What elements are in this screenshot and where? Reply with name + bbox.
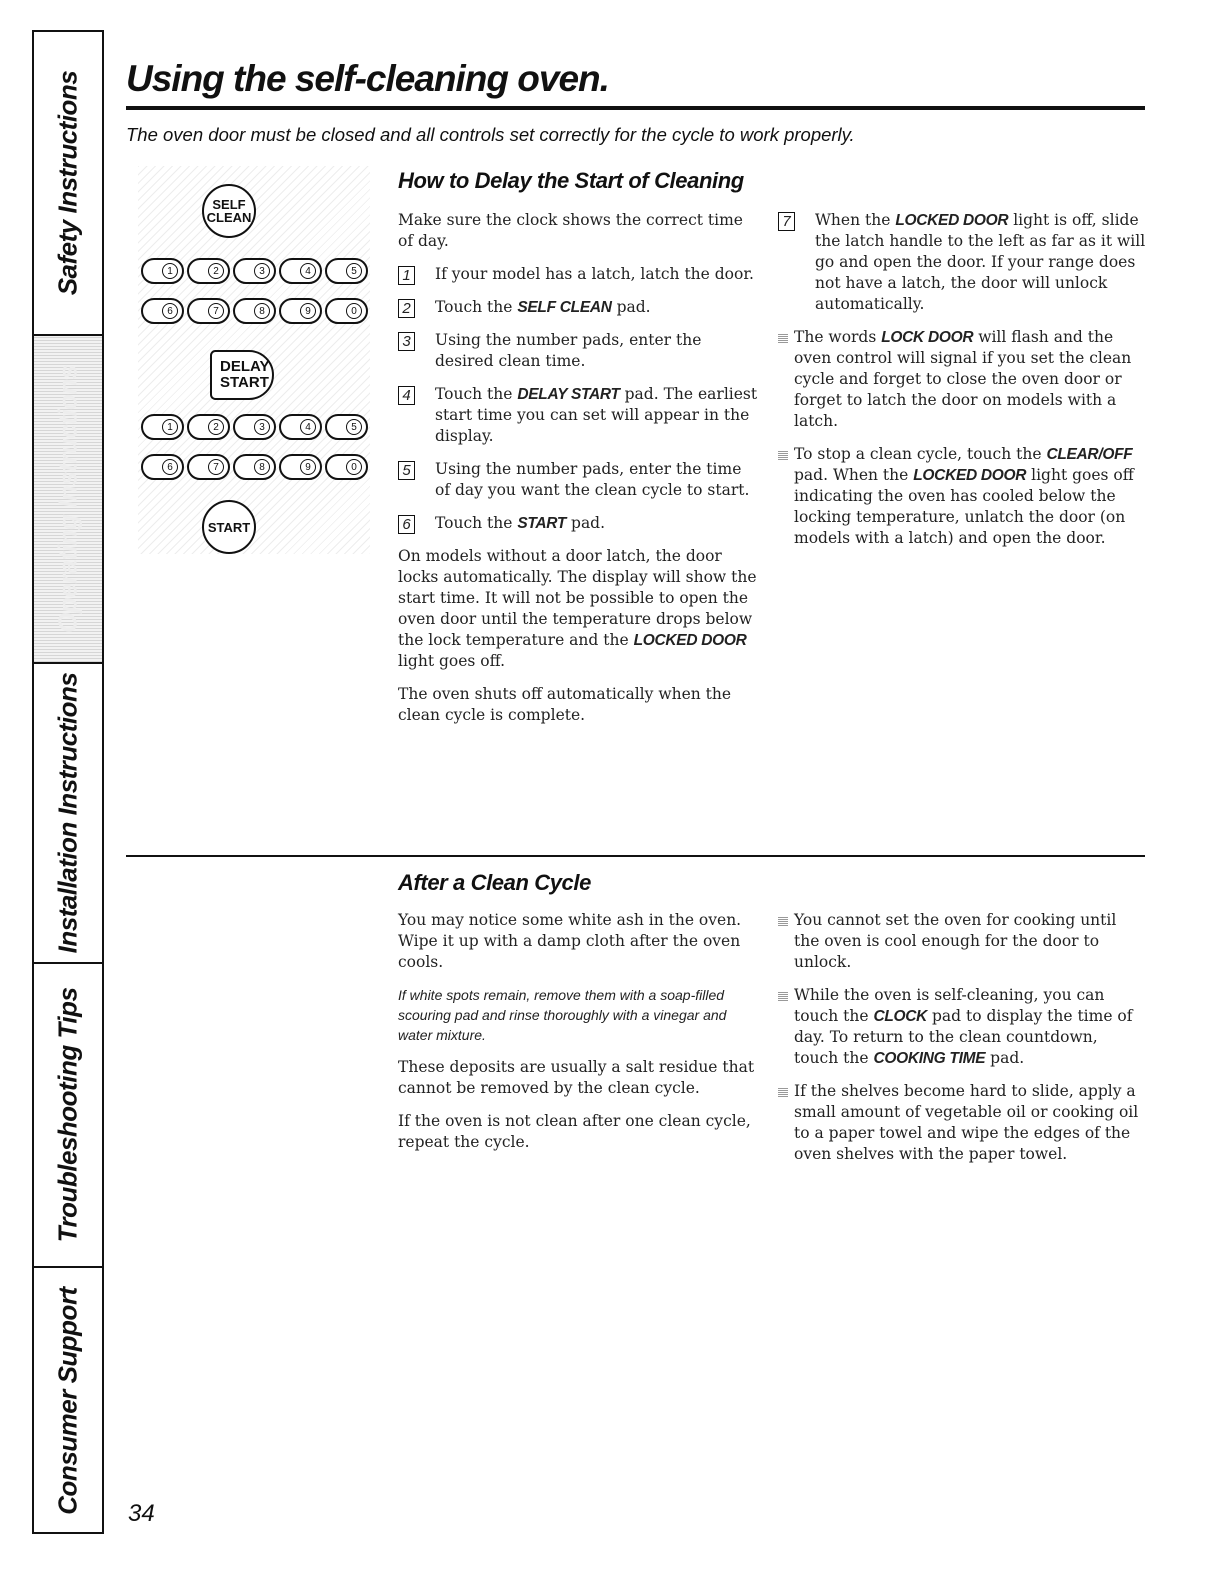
ash-paragraph: You may notice some white ash in the oven. Wipe it up with a damp cloth after the oven cools. [398, 911, 742, 971]
bullet-text: If the shelves become hard to slide, apply a small amount of vegetable oil or cooking oil to a paper towel and wipe the edges of the oven shelves with the paper towel. [794, 1082, 1139, 1163]
repeat-paragraph: If the oven is not clean after one clean cycle, repeat the cycle. [398, 1112, 751, 1151]
number-key: 8 [233, 454, 276, 480]
number-key: 6 [141, 454, 184, 480]
number-pad-row [141, 298, 371, 324]
step-number: 4 [398, 386, 415, 405]
tab-consumer-support[interactable] [34, 1268, 102, 1534]
number-key: 0 [325, 298, 368, 324]
pad-name: COOKING TIME [873, 1050, 986, 1067]
pad-name: SELF CLEAN [517, 299, 612, 316]
control-panel-illustration [138, 166, 370, 554]
title-rule [126, 106, 1145, 110]
number-key: 1 [141, 414, 184, 440]
self-clean-pad [202, 184, 256, 238]
bullet-text: To stop a clean cycle, touch the CLEAR/OFF pad. When the LOCKED DOOR light goes off indicating the oven has cooled below the locking temperature, unlatch the door (on models with a latch) and open the door. [794, 445, 1134, 547]
delay-heading: How to Delay the Start of Cleaning [398, 168, 744, 193]
step-6 [398, 513, 758, 534]
pad-label: DELAY [220, 358, 270, 375]
step-number: 1 [398, 266, 415, 285]
bullet-marker [778, 450, 788, 460]
step-number: 7 [778, 212, 795, 231]
step-4 [398, 384, 758, 447]
step-text: Touch the SELF CLEAN pad. [435, 298, 651, 316]
bullet-item [778, 910, 1146, 973]
delay-right-column [778, 210, 1146, 561]
tab-label: Troubleshooting Tips [52, 987, 83, 1243]
bullet-marker [778, 916, 788, 926]
pad-label: CLEAN [206, 210, 252, 225]
tab-safety-instructions[interactable] [34, 32, 102, 336]
number-key: 9 [279, 454, 322, 480]
indicator-name: LOCKED DOOR [913, 467, 1027, 484]
number-key: 0 [325, 454, 368, 480]
number-key: 1 [141, 258, 184, 284]
pad-label: START [207, 519, 251, 535]
white-spots-note: If white spots remain, remove them with a soap-filled scouring pad and rinse thoroughly with a vinegar and water mixture. [398, 987, 727, 1043]
auto-shutoff-paragraph: The oven shuts off automatically when the clean cycle is complete. [398, 685, 732, 724]
number-pad-row [141, 414, 371, 440]
number-key: 3 [233, 258, 276, 284]
tab-label: Consumer Support [52, 1287, 83, 1515]
bullet-text: You cannot set the oven for cooking until the oven is cool enough for the door to unlock. [794, 911, 1117, 971]
step-number: 3 [398, 332, 415, 351]
tab-label: Installation Instructions [52, 672, 83, 954]
section-tabs [32, 30, 104, 1534]
number-key: 7 [187, 298, 230, 324]
step-5 [398, 459, 758, 501]
number-key: 4 [279, 414, 322, 440]
delay-start-pad [210, 350, 274, 400]
page-subtitle: The oven door must be closed and all controls set correctly for the cycle to work properly. [126, 124, 855, 145]
after-right-column [778, 910, 1146, 1177]
bullet-text: The words LOCK DOOR will flash and the oven control will signal if you set the clean cycle and forget to close the oven door or forget to latch the door on models with a latch. [794, 328, 1132, 430]
indicator-name: LOCKED DOOR [633, 632, 747, 649]
no-latch-paragraph: On models without a door latch, the door locks automatically. The display will show the start time. It will not be possible to open the oven door until the temperature drops below the lock temperature and the LOCKED DOOR light goes off. [398, 547, 757, 670]
number-key: 2 [187, 414, 230, 440]
start-pad [202, 500, 256, 554]
step-2 [398, 297, 758, 318]
bullet-marker [778, 333, 788, 343]
step-text: If your model has a latch, latch the door. [435, 265, 754, 283]
bullet-marker [778, 991, 788, 1001]
step-text: Using the number pads, enter the time of day you want the clean cycle to start. [435, 460, 750, 499]
step-3 [398, 330, 758, 372]
bullet-item [778, 985, 1146, 1069]
tab-label: Safety Instructions [52, 70, 83, 296]
indicator-name: LOCK DOOR [881, 329, 974, 346]
tab-label: Operating Instructions [52, 365, 83, 633]
step-text: When the LOCKED DOOR light is off, slide the latch handle to the left as far as it will go and open the door. If your range does not have a latch, the door will unlock automatically. [815, 211, 1146, 313]
step-1 [398, 264, 758, 285]
number-key: 5 [325, 414, 368, 440]
pad-name: CLOCK [873, 1008, 928, 1025]
number-pad-row [141, 258, 371, 284]
number-key: 4 [279, 258, 322, 284]
pad-label: SELF [212, 197, 246, 212]
number-pad-row [141, 454, 371, 480]
number-key: 6 [141, 298, 184, 324]
step-number: 6 [398, 515, 415, 534]
number-key: 7 [187, 454, 230, 480]
number-key: 2 [187, 258, 230, 284]
tab-operating-instructions[interactable] [34, 336, 102, 664]
delay-steps-column [398, 210, 758, 738]
step-number: 2 [398, 299, 415, 318]
pad-name: START [517, 515, 567, 532]
number-key: 8 [233, 298, 276, 324]
step-number: 5 [398, 461, 415, 480]
deposits-paragraph: These deposits are usually a salt residue that cannot be removed by the clean cycle. [398, 1058, 755, 1097]
step-text: Touch the START pad. [435, 514, 606, 532]
bullet-item [778, 444, 1146, 549]
page-title: Using the self-cleaning oven. [126, 58, 609, 99]
tab-troubleshooting-tips[interactable] [34, 964, 102, 1268]
indicator-name: LOCKED DOOR [895, 212, 1009, 229]
pad-name: DELAY START [517, 386, 620, 403]
step-text: Using the number pads, enter the desired clean time. [435, 331, 702, 370]
bullet-item [778, 1081, 1146, 1165]
number-key: 3 [233, 414, 276, 440]
section-divider [126, 855, 1145, 857]
after-left-column [398, 910, 763, 1165]
number-key: 5 [325, 258, 368, 284]
step-text: Touch the DELAY START pad. The earliest start time you can set will appear in the display. [435, 385, 758, 445]
pad-label: START [220, 374, 269, 391]
pad-name: CLEAR/OFF [1046, 446, 1133, 463]
number-key: 9 [279, 298, 322, 324]
step-7 [778, 210, 1146, 315]
bullet-item [778, 327, 1146, 432]
after-heading: After a Clean Cycle [398, 870, 591, 895]
tab-installation-instructions[interactable] [34, 664, 102, 964]
delay-intro: Make sure the clock shows the correct time of day. [398, 211, 743, 250]
bullet-text: While the oven is self-cleaning, you can touch the CLOCK pad to display the time of day. To return to the clean countdown, touch the COOKING TIME pad. [794, 986, 1133, 1067]
page-number: 34 [128, 1500, 155, 1527]
bullet-marker [778, 1087, 788, 1097]
